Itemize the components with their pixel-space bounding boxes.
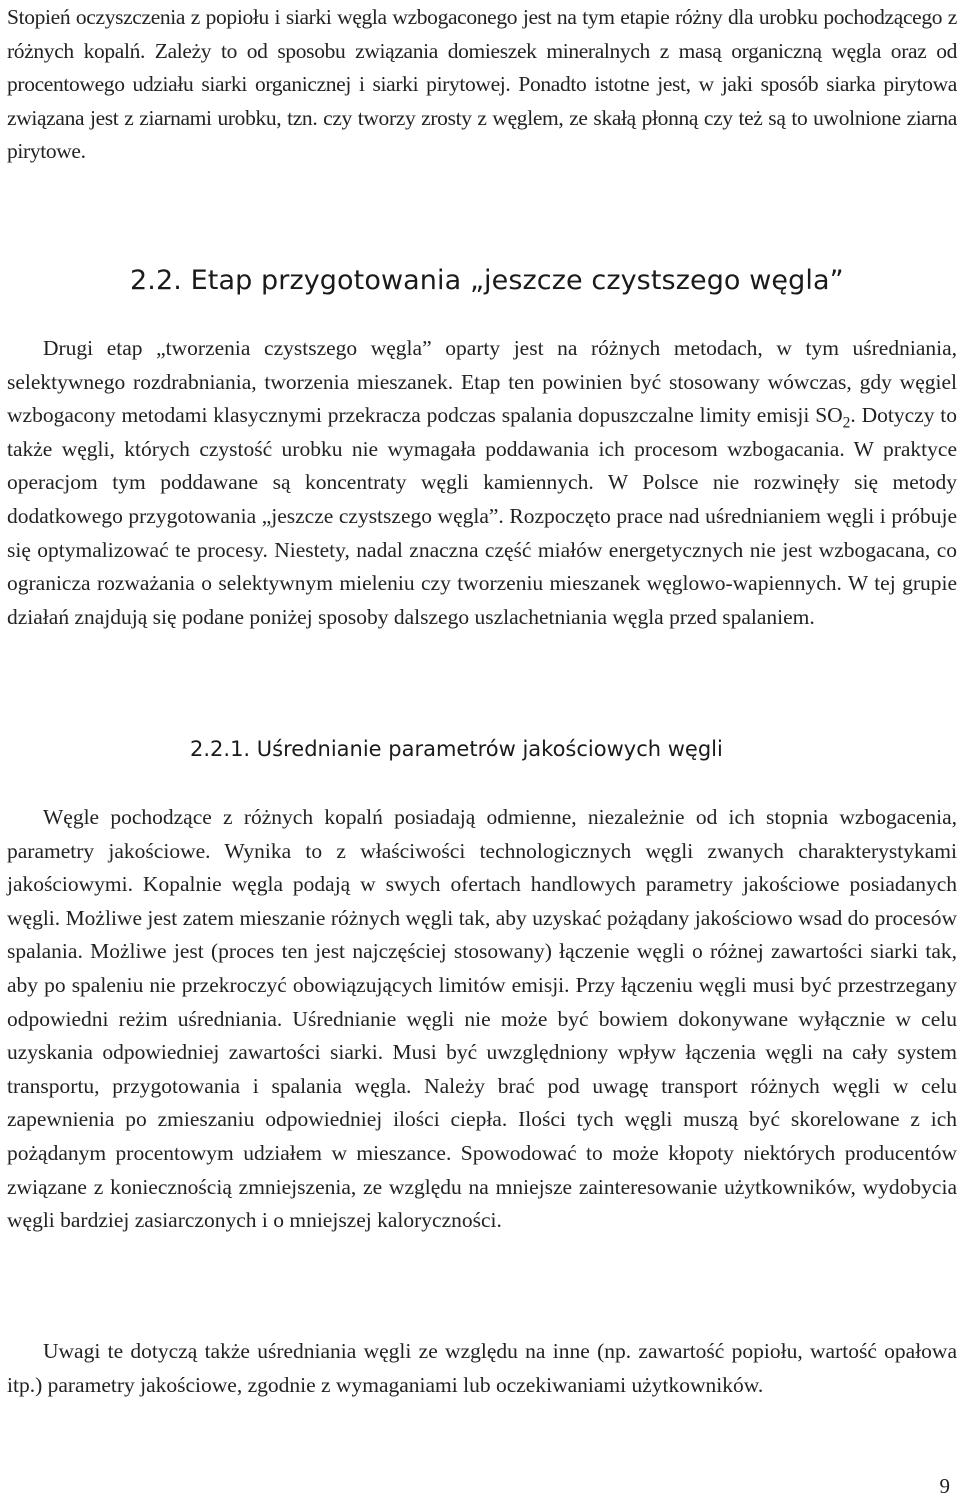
so2-subscript: 2 — [842, 414, 851, 432]
section-2-2-paragraph — [7, 332, 957, 634]
section-heading-2-2: 2.2. Etap przygotowania „jeszcze czystszego węgla” — [130, 265, 844, 296]
section-2-2-1-paragraph-2: Uwagi te dotyczą także uśredniania węgli ze względu na inne (np. zawartość popiołu, wartość opałowa itp.) parametry jakościowe, zgodnie z wymaganiami lub oczekiwaniami użytkowników. — [7, 1339, 957, 1397]
section-2-2-paragraph-part1: Drugi etap „tworzenia czystszego węgla” oparty jest na różnych metodach, w tym uśredniania, selektywnego rozdrabniania, tworzenia mieszanek. Etap ten powinien być stosowany wówczas, gdy węgiel wzbogacony metodami klasycznymi przekracza podczas spalania dopuszczalne limity emisji SO — [7, 336, 957, 428]
section-2-2-1-paragraph-1: Węgle pochodzące z różnych kopalń posiadają odmienne, niezależnie od ich stopnia wzbogacenia, parametry jakościowe. Wynika to z właściwości technologicznych węgli zwanych charakterystykami jakościowymi. Kopalnie węgla podają w swych ofertach handlowych parametry jakościowe posiadanych węgli. Możliwe jest zatem mieszanie różnych węgli tak, aby uzyskać pożądany jakościowo wsad do procesów spalania. Możliwe jest (proces ten jest najczęściej stosowany) łączenie węgli o różnej zawartości siarki tak, aby po spaleniu nie przekroczyć obowiązujących limitów emisji. Przy łączeniu węgli musi być przestrzegany odpowiedni reżim uśredniania. Uśrednianie węgli nie może być bowiem dokonywane wyłącznie w celu uzyskania odpowiedniej zawartości siarki. Musi być uwzględniony wpływ łączenia węgli na cały system transportu, przygotowania i spalania węgla. Należy brać pod uwagę transport różnych węgli w celu zapewnienia po zmieszaniu odpowiedniej ilości ciepła. Ilości tych węgli muszą być skorelowane z ich pożądanym procentowym udziałem w mieszance. Spowodować to może kłopoty niektórych producentów związane z koniecznością zmniejszenia, ze względu na mniejsze zainteresowanie użytkowników, wydobycia węgli bardziej zasiarczonych i o mniejszej kaloryczności. — [7, 805, 957, 1233]
page-number: 9 — [939, 1474, 950, 1498]
section-2-2-paragraph-part2: . Dotyczy to także węgli, których czystość urobku nie wymagała poddawania ich procesom wzbogacania. W praktyce operacjom tym poddawane są koncentraty węgli kamiennych. W Polsce nie rozwinęły się metody dodatkowego przygotowania „jeszcze czystszego węgla”. Rozpoczęto prace nad uśrednianiem węgli i próbuje się optymalizować te procesy. Niestety, nadal znaczna część miałów energetycznych nie jest wzbogacana, co ogranicza rozważania o selektywnym mieleniu czy tworzeniu mieszanek węglowo-wapiennych. W tej grupie działań znajdują się podane poniżej sposoby dalszego uszlachetniania węgla przed spalaniem. — [7, 403, 957, 629]
section-heading-2-2-1: 2.2.1. Uśrednianie parametrów jakościowych węgli — [190, 737, 723, 761]
intro-paragraph: Stopień oczyszczenia z popiołu i siarki węgla wzbogaconego jest na tym etapie różny dla urobku pochodzącego z różnych kopalń. Zależy to od sposobu związania domieszek mineralnych z masą organiczną węgla oraz od procentowego udziału siarki organicznej i siarki pirytowej. Ponadto istotne jest, w jaki sposób siarka pirytowa związana jest z ziarnami urobku, tzn. czy tworzy zrosty z węglem, ze skałą płonną czy też są to uwolnione ziarna pirytowe. — [7, 5, 957, 164]
